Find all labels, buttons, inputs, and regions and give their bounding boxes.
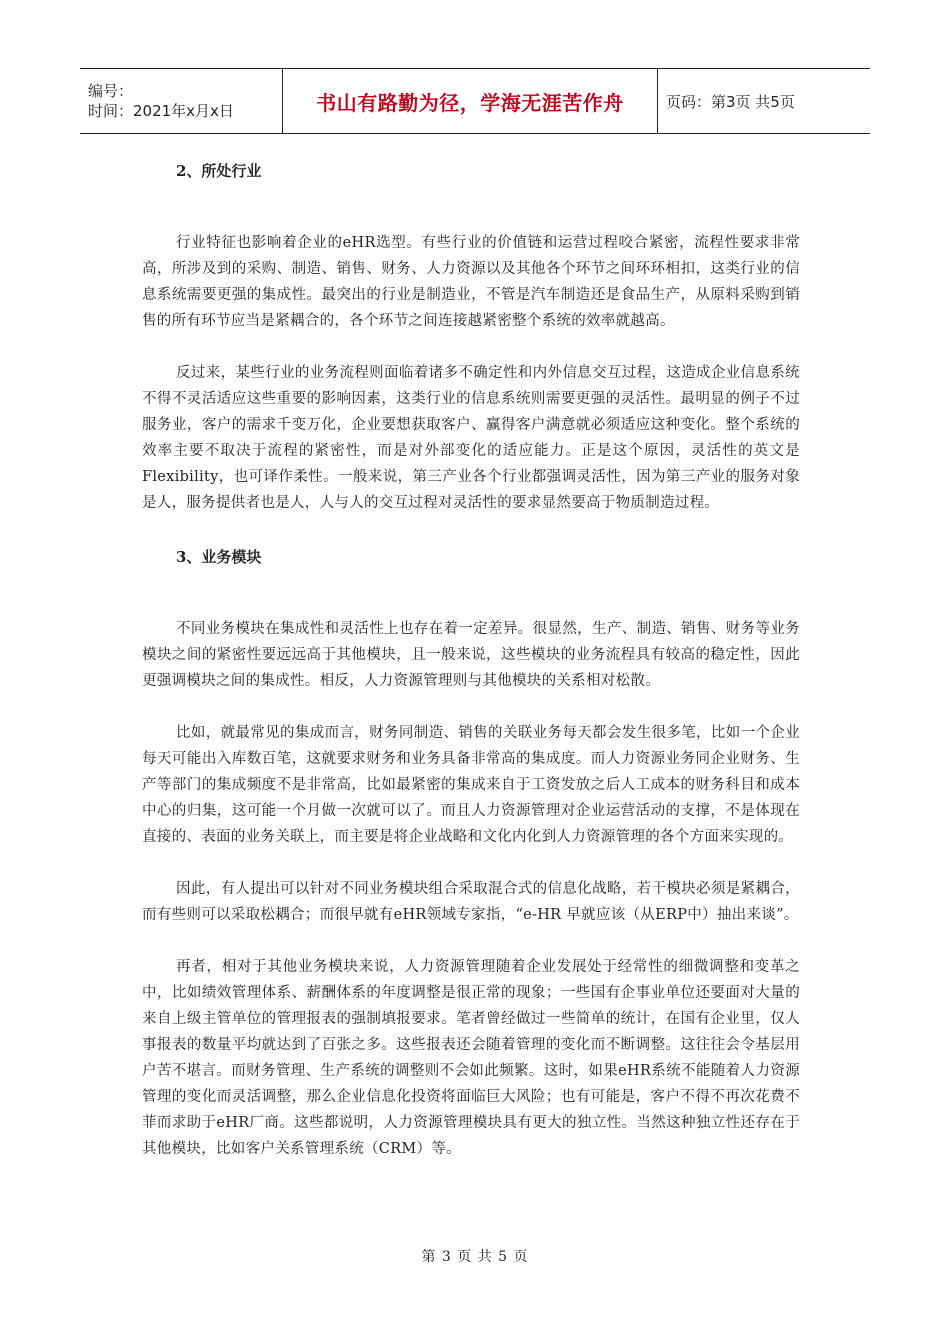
section-heading-modules: 3、业务模块	[176, 548, 262, 566]
header-motto	[282, 69, 658, 133]
document-body	[142, 156, 800, 1162]
page-footer	[0, 1246, 950, 1266]
section-heading-industry: 2、所处行业	[176, 162, 262, 180]
paragraph: 再者，相对于其他业务模块来说，人力资源管理随着企业发展处于经常性的细微调整和变革之中，比如绩效管理体系、薪酬体系的年度调整是很正常的现象；一些国有企事业单位还要面对大量的来自上级主管单位的管理报表的强制填报要求。笔者曾经做过一些简单的统计，在国有企业里，仅人事报表的数量平均就达到了百张之多。这些报表还会随着管理的变化而不断调整。这往往会令基层用户苦不堪言。而财务管理、生产系统的调整则不会如此频繁。这时，如果eHR系统不能随着人力资源管理的变化而灵活调整，那么企业信息化投资将面临巨大风险；也有可能是，客户不得不再次花费不菲而求助于eHR厂商。这些都说明，人力资源管理模块具有更大的独立性。当然这种独立性还存在于其他模块，比如客户关系管理系统（CRM）等。	[142, 959, 800, 1157]
header-page-info	[658, 69, 870, 133]
paragraph: 不同业务模块在集成性和灵活性上也存在着一定差异。很显然，生产、制造、销售、财务等业务模块之间的紧密性要远远高于其他模块，且一般来说，这些模块的业务流程具有较高的稳定性，因此更强调模块之间的集成性。相反，人力资源管理则与其他模块的关系相对松散。	[142, 621, 800, 689]
paragraph: 反过来，某些行业的业务流程则面临着诸多不确定性和内外信息交互过程，这造成企业信息系统不得不灵活适应这些重要的影响因素，这类行业的信息系统则需要更强的灵活性。最明显的例子不过服务业，客户的需求千变万化，企业要想获取客户、赢得客户满意就必须适应这种变化。整个系统的效率主要不取决于流程的紧密性，而是对外部变化的适应能力。正是这个原因，灵活性的英文是Flexibility，也可译作柔性。一般来说，第三产业各个行业都强调灵活性，因为第三产业的服务对象是人，服务提供者也是人，人与人的交互过程对灵活性的要求显然要高于物质制造过程。	[142, 365, 800, 511]
paragraph: 行业特征也影响着企业的eHR选型。有些行业的价值链和运营过程咬合紧密，流程性要求非常高，所涉及到的采购、制造、销售、财务、人力资源以及其他各个环节之间环环相扣，这类行业的信息系统需要更强的集成性。最突出的行业是制造业，不管是汽车制造还是食品生产，从原料采购到销售的所有环节应当是紧耦合的，各个环节之间连接越紧密整个系统的效率就越高。	[142, 235, 800, 329]
motto-text: 书山有路勤为径，学海无涯苦作舟	[316, 90, 624, 115]
paragraph: 因此，有人提出可以针对不同业务模块组合采取混合式的信息化战略，若干模块必须是紧耦合，而有些则可以采取松耦合；而很早就有eHR领域专家指，“e-HR 早就应该（从ERP中）抽出来谈”。	[142, 881, 800, 923]
page-header	[80, 68, 870, 134]
footer-page-number: 第 3 页 共 5 页	[421, 1249, 529, 1265]
number-label: 编号：	[88, 82, 134, 100]
date-label: 时间：2021年x月x日	[88, 102, 234, 120]
header-meta	[80, 69, 282, 133]
paragraph: 比如，就最常见的集成而言，财务同制造、销售的关联业务每天都会发生很多笔，比如一个企业每天可能出入库数百笔，这就要求财务和业务具备非常高的集成度。而人力资源业务同企业财务、生产等部门的集成频度不是非常高，比如最紧密的集成来自于工资发放之后人工成本的财务科目和成本中心的归集，这可能一个月做一次就可以了。而且人力资源管理对企业运营活动的支撑，不是体现在直接的、表面的业务关联上，而主要是将企业战略和文化内化到人力资源管理的各个方面来实现的。	[142, 725, 800, 845]
page-label: 页码：第3页 共5页	[666, 92, 795, 111]
